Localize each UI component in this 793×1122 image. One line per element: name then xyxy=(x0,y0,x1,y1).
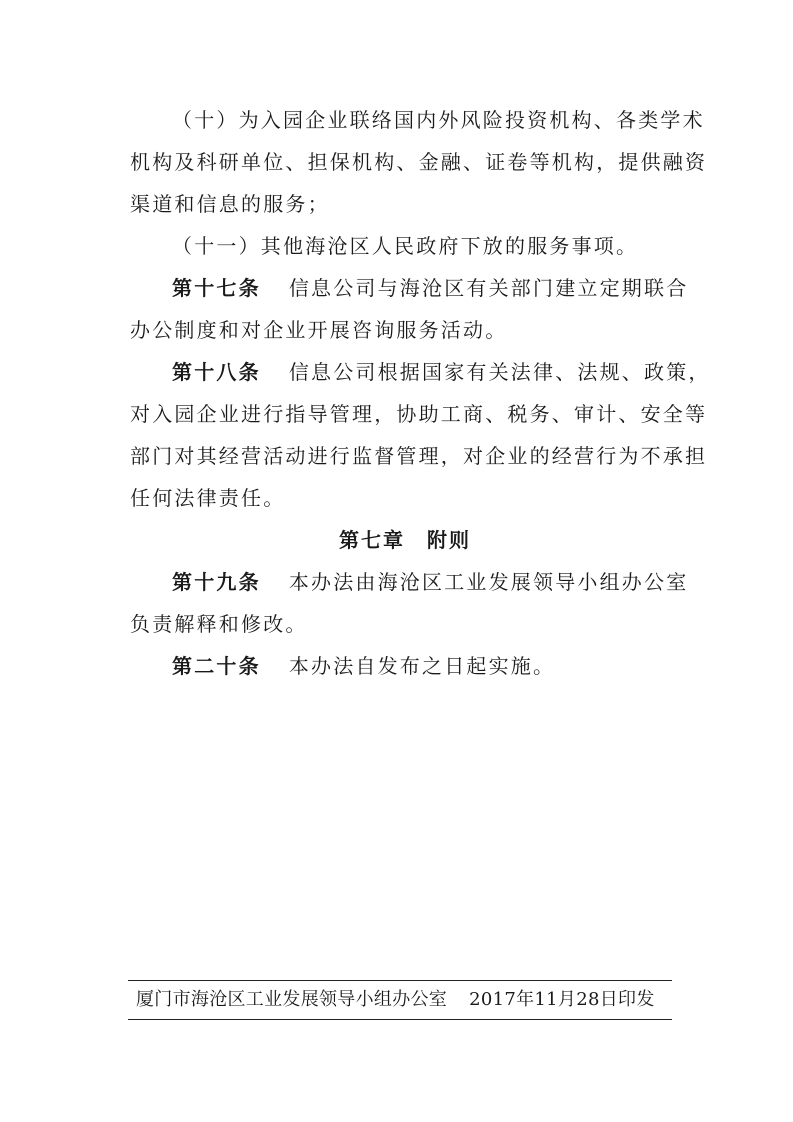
article-18-line-2: 对入园企业进行指导管理，协助工商、税务、审计、安全等 xyxy=(130,402,708,426)
footer-bottom-rule xyxy=(128,1019,672,1020)
footer-issuer: 厦门市海沧区工业发展领导小组办公室 xyxy=(136,989,448,1010)
chapter-7-title: 附则 xyxy=(427,528,471,552)
article-17-line-2: 办公制度和对企业开展咨询服务活动。 xyxy=(130,318,508,342)
item-11-line: （十一）其他海沧区人民政府下放的服务事项。 xyxy=(172,234,639,258)
article-20-line-1 xyxy=(172,651,690,681)
item-10-line-3: 渠道和信息的服务； xyxy=(130,192,330,216)
chapter-7-heading xyxy=(130,525,680,555)
article-19-text-1: 本办法由海沧区工业发展领导小组办公室 xyxy=(288,570,689,594)
article-18-line-3: 部门对其经营活动进行监督管理，对企业的经营行为不承担 xyxy=(130,444,708,468)
footer-issuer-line xyxy=(136,987,676,1013)
chapter-7-number: 第七章 xyxy=(339,528,405,552)
article-18-line-1 xyxy=(172,357,711,387)
article-19-line-2: 负责解释和修改。 xyxy=(130,612,308,636)
article-17-heading: 第十七条 xyxy=(172,276,261,300)
article-20-heading: 第二十条 xyxy=(172,654,261,678)
article-20-text-1: 本办法自发布之日起实施。 xyxy=(288,654,556,678)
article-18-text-1: 信息公司根据国家有关法律、法规、政策， xyxy=(288,360,711,384)
article-17-text-1: 信息公司与海沧区有关部门建立定期联合 xyxy=(288,276,689,300)
article-17-line-1 xyxy=(172,273,690,303)
footer-top-rule xyxy=(128,980,672,981)
item-10-line-2: 机构及科研单位、担保机构、金融、证卷等机构，提供融资 xyxy=(130,150,708,174)
article-18-line-4: 任何法律责任。 xyxy=(130,486,286,510)
item-10-line-1: （十）为入园企业联络国内外风险投资机构、各类学术 xyxy=(172,108,705,132)
article-19-heading: 第十九条 xyxy=(172,570,261,594)
footer-date: 2017年11月28日印发 xyxy=(469,989,655,1010)
article-18-heading: 第十八条 xyxy=(172,360,261,384)
article-19-line-1 xyxy=(172,567,690,597)
